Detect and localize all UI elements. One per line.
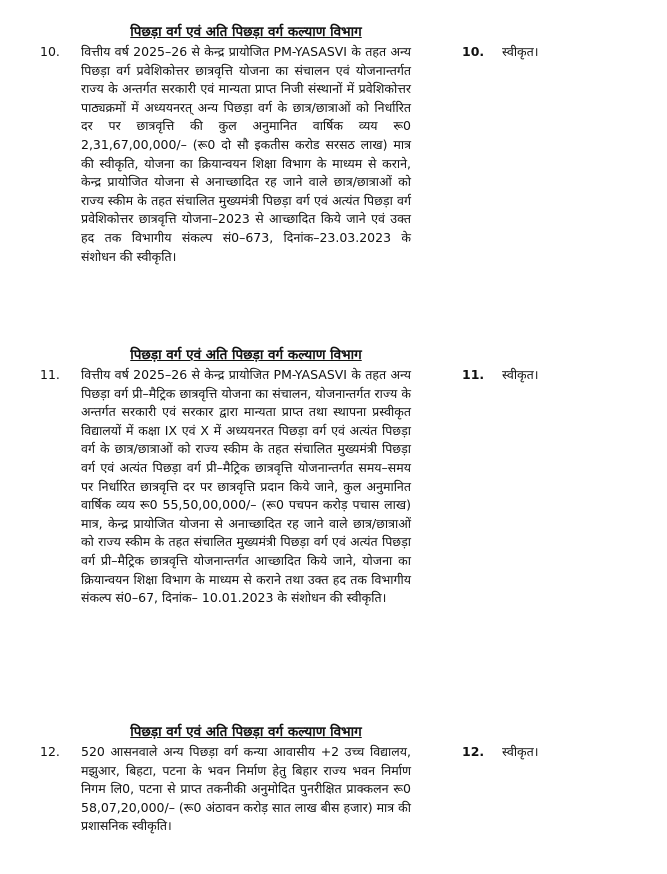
result-number: 10.	[462, 44, 485, 59]
item-number: 11.	[40, 367, 60, 382]
result-number: 11.	[462, 367, 485, 382]
department-heading: पिछड़ा वर्ग एवं अति पिछड़ा वर्ग कल्याण विभाग	[130, 724, 362, 740]
item-number: 10.	[40, 44, 60, 59]
item-description: वित्तीय वर्ष 2025–26 से केन्द्र प्रायोजित PM-YASASVI के तहत अन्य पिछड़ा वर्ग प्रवेशिकोत्तर छात्रवृत्ति योजना का संचालन एवं योजनान्तर्गत राज्य के अन्तर्गत सरकारी एवं मान्यता प्राप्त निजी संस्थानों में प्रवेशिकोत्तर पाठ्यक्रमों में अध्ययनरत् अन्य पिछड़ा वर्ग के छात्र/छात्राओं को निर्धारित दर पर छात्रवृत्ति की कुल अनुमानित वार्षिक व्यय रू0 2,31,67,00,000/– (रू0 दो सौ इकतीस करोड सरसठ लाख) मात्र की स्वीकृति, योजना का क्रियान्वयन शिक्षा विभाग के माध्यम से कराने, केन्द्र प्रायोजित योजना से अनाच्छादित रह जाने वाले छात्र/छात्राओं को राज्य स्कीम के तहत संचालित मुख्यमंत्री पिछड़ा वर्ग एवं अत्यंत पिछड़ा वर्ग प्रवेशिकोत्तर छात्रवृत्ति योजना–2023 से आच्छादित किये जाने एवं उक्त हद तक विभागीय संकल्प सं0–673, दिनांक–23.03.2023 के संशोधन की स्वीकृति।	[81, 44, 411, 264]
department-heading: पिछड़ा वर्ग एवं अति पिछड़ा वर्ग कल्याण विभाग	[130, 24, 362, 40]
item-number: 12.	[40, 744, 60, 759]
status-text: स्वीकृत।	[502, 44, 539, 59]
status-text: स्वीकृत।	[502, 367, 539, 382]
status-text: स्वीकृत।	[502, 744, 539, 759]
item-description: वित्तीय वर्ष 2025–26 से केन्द्र प्रायोजित PM-YASASVI के तहत अन्य पिछड़ा वर्ग प्री–मैट्रिक छात्रवृत्ति योजना का संचालन, योजनान्तर्गत राज्य के अन्तर्गत सरकारी एवं सरकार द्वारा मान्यता प्राप्त तथा स्थापना प्रस्वीकृत विद्यालयों में कक्षा IX एवं X में अध्ययनरत पिछड़ा वर्ग एवं अत्यंत पिछड़ा वर्ग के छात्र/छात्राओं को राज्य स्कीम के तहत संचालित मुख्यमंत्री पिछड़ा वर्ग एवं अत्यंत पिछड़ा वर्ग प्री–मैट्रिक छात्रवृत्ति योजनान्तर्गत समय–समय पर निर्धारित छात्रवृत्ति दर पर छात्रवृत्ति प्रदान किये जाने, कुल अनुमानित वार्षिक व्यय रू0 55,50,00,000/– (रू0 पचपन करोड़ पचास लाख) मात्र, केन्द्र प्रायोजित योजना से अनाच्छादित रह जाने वाले छात्र/छात्राओं को राज्य स्कीम के तहत संचालित मुख्यमंत्री पिछड़ा वर्ग एवं अत्यंत पिछड़ा वर्ग प्री–मैट्रिक छात्रवृत्ति योजनान्तर्गत आच्छादित किये जाने, योजना का क्रियान्वयन शिक्षा विभाग के माध्यम से कराने तथा उक्त हद तक विभागीय संकल्प सं0–67, दिनांक– 10.01.2023 के संशोधन की स्वीकृति।	[81, 367, 411, 606]
department-heading: पिछड़ा वर्ग एवं अति पिछड़ा वर्ग कल्याण विभाग	[130, 347, 362, 363]
item-description: 520 आसनवाले अन्य पिछड़ा वर्ग कन्या आवासीय +2 उच्च विद्यालय, मझुआर, बिहटा, पटना के भवन निर्माण हेतु बिहार राज्य भवन निर्माण निगम लि0, पटना से प्राप्त तकनीकी अनुमोदित पुनरीक्षित प्राक्कलन रू0 58,07,20,000/– (रू0 अंठावन करोड़ सात लाख बीस हजार) मात्र की प्रशासनिक स्वीकृति।	[81, 744, 412, 834]
result-number: 12.	[462, 744, 485, 759]
